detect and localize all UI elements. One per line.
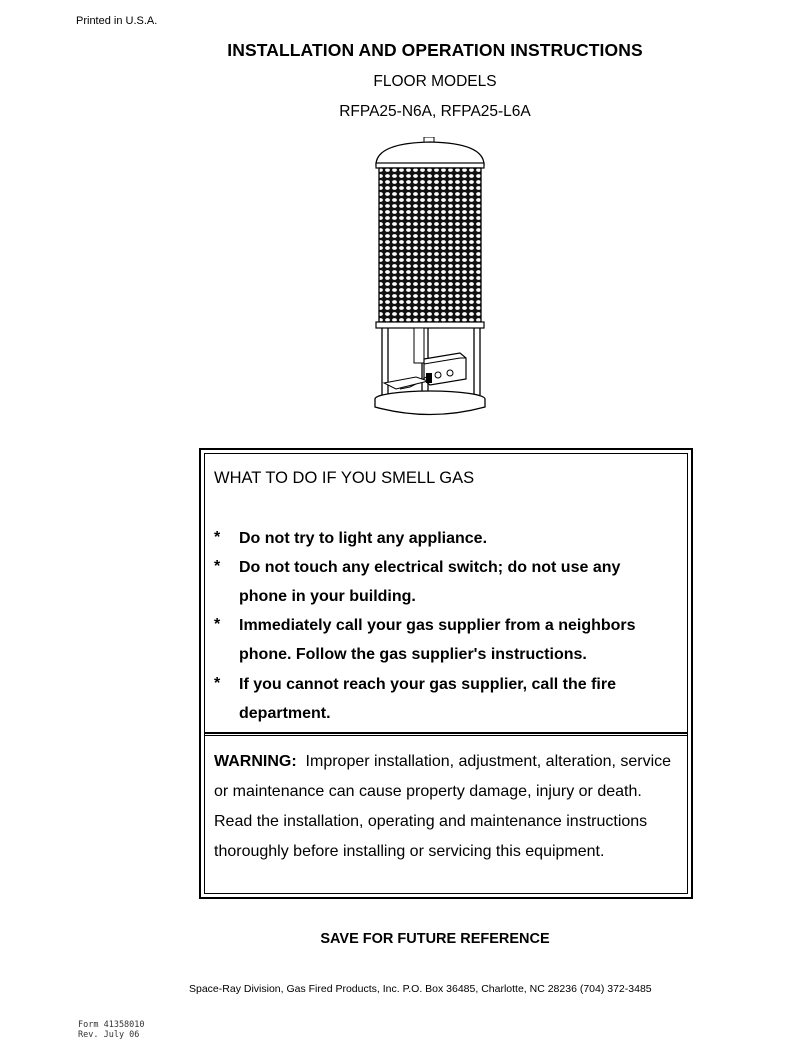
- company-address: Space-Ray Division, Gas Fired Products, Inc. P.O. Box 36485, Charlotte, NC 28236 (704) 372-3485: [189, 983, 652, 995]
- bullet-marker: *: [214, 558, 221, 575]
- bullet-marker: *: [214, 529, 221, 546]
- page-title: INSTALLATION AND OPERATION INSTRUCTIONS: [227, 40, 643, 60]
- bullet-marker: *: [214, 675, 221, 692]
- form-number-block: [78, 1020, 145, 1040]
- gas-instruction-item: Immediately call your gas supplier from a neighbors phone. Follow the gas supplier's instructions.: [239, 617, 636, 663]
- save-reference-note: SAVE FOR FUTURE REFERENCE: [320, 931, 550, 947]
- form-number: Form 41358010: [78, 1020, 145, 1030]
- warning-paragraph: [214, 747, 676, 867]
- patio-heater-icon: [370, 137, 490, 427]
- box-divider-inner: [205, 735, 687, 736]
- gas-instruction-item: Do not touch any electrical switch; do not use any phone in your building.: [239, 559, 621, 605]
- box-divider: [205, 732, 687, 734]
- printed-in-label: Printed in U.S.A.: [76, 15, 158, 27]
- warning-text: Improper installation, adjustment, alteration, service or maintenance can cause property damage, injury or death. Read the installation, operating and maintenance instructions thoroughly before installing or servicing this equipment.: [214, 753, 672, 860]
- subtitle-floor-models: FLOOR MODELS: [373, 73, 497, 90]
- revision-date: Rev. July 06: [78, 1030, 140, 1040]
- bullet-marker: *: [214, 616, 221, 633]
- gas-instruction-item: If you cannot reach your gas supplier, call the fire department.: [239, 676, 616, 722]
- gas-instruction-item: Do not try to light any appliance.: [239, 530, 488, 547]
- warning-label: WARNING:: [214, 753, 297, 770]
- model-numbers: RFPA25-N6A, RFPA25-L6A: [339, 103, 531, 120]
- smell-gas-heading: WHAT TO DO IF YOU SMELL GAS: [214, 469, 475, 487]
